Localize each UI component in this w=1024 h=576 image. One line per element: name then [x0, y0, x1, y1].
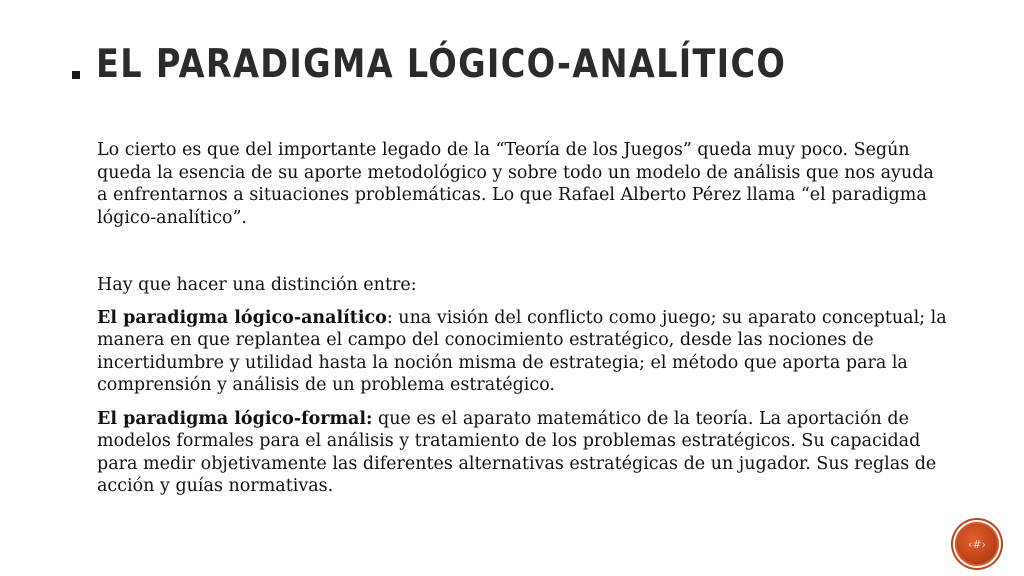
paradigm-formal-paragraph [97, 408, 947, 498]
distinction-paragraph: Hay que hacer una distinción entre: [97, 275, 417, 295]
paradigm-formal-description: que es el aparato matemático de la teoría. La aportación de modelos formales para el análisis y tratamiento de los problemas estratégicos. Su capacidad para medir objetivamente las diferentes alternativas estratégicas de un jugador. Sus reglas de acción y guías normativas. [97, 408, 937, 496]
intro-paragraph: Lo cierto es que del importante legado de la “Teoría de los Juegos” queda muy poco. Según queda la esencia de su aporte metodológico y sobre todo un modelo de análisis que nos ayuda a enfrentarnos a situaciones problemáticas. Lo que Rafael Alberto Pérez llama “el paradigma lógico-analítico”. [97, 140, 934, 228]
paradigm-analitico-term: El paradigma lógico-analítico [97, 307, 387, 328]
paradigm-formal-term: El paradigma lógico-formal: [97, 408, 373, 429]
paradigm-analitico-description: : una visión del conflicto como juego; su aparato conceptual; la manera en que replantea el campo del conocimiento estratégico, desde las nociones de incertidumbre y utilidad hasta la noción misma de estrategia; el método que aporta para la comprensión y análisis de un problema estratégico. [97, 307, 947, 395]
slide-body [97, 139, 947, 498]
slide-number-badge [955, 522, 999, 566]
paradigm-analitico-paragraph [97, 307, 947, 397]
slide-title: EL PARADIGMA LÓGICO-ANALÍTICO [96, 42, 787, 87]
title-bullet-square [72, 71, 80, 79]
slide-number: ‹#› [967, 537, 986, 551]
